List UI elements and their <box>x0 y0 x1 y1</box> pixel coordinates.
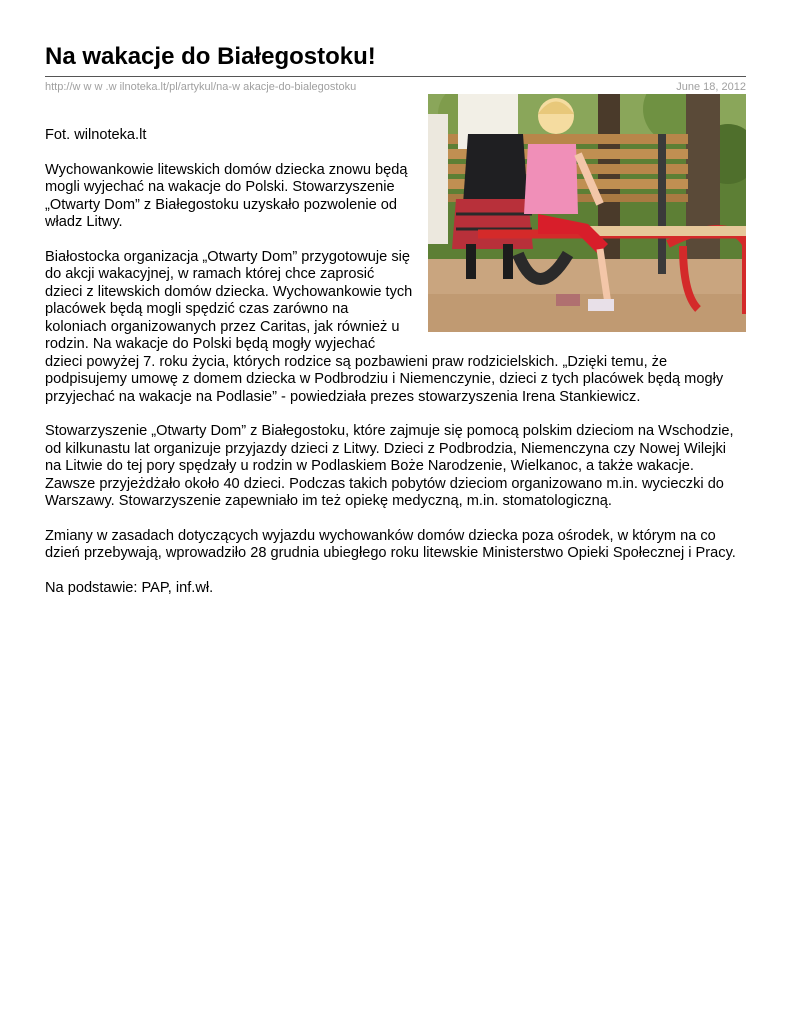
source-url-link[interactable]: http://w w w .w ilnoteka.lt/pl/artykul/na-w akacje-do-bialegostoku <box>45 81 357 93</box>
paragraph-3: Stowarzyszenie „Otwarty Dom” z Białegostoku, które zajmuje się pomocą polskim dzieciom na Wschodzie, od kilkunastu lat organizuje przyjazdy dzieci z Litwy. Dzieci z Podbrodzia, Niemenczyna czy Nowej Wilejki na Litwie do tej pory spędzały u rodzin w Podlaskiem Boże Narodzenie, Wielkanoc, a także wakacje. Zawsze przyjeżdżało około 40 dzieci. Podczas takich pobytów dzieciom organizowano m.in. wycieczki do Warszawy. Stowarzyszenie zapewniało im też opiekę medyczną, m.in. stomatologiczną. <box>45 423 734 509</box>
header-divider <box>45 76 746 77</box>
paragraph-5: Na podstawie: PAP, inf.wł. <box>45 579 214 596</box>
paragraph-1: Wychowankowie litewskich domów dziecka znowu będą mogli wyjechać na wakacje do Polski. Stowarzyszenie „Otwarty Dom” z Białegostoku uzyskało pozwolenie od władz Litwy. <box>45 161 408 230</box>
paragraph-4: Zmiany w zasadach dotyczących wyjazdu wychowanków domów dziecka poza ośrodek, w którym na co dzień przebywają, wprowadziło 28 grudnia ubiegłego roku litewskie Ministerstwo Opieki Społecznej i Pracy. <box>45 527 736 561</box>
page-title: Na wakacje do Białegostoku! <box>45 43 376 70</box>
photo-credit: Fot. wilnoteka.lt <box>45 127 147 143</box>
paragraph-2: Białostocka organizacja „Otwarty Dom” przygotowuje się do akcji wakacyjnej, w ramach której chce zaprosić dzieci z litewskich domów dziecka. Wychowankowie tych placówek będą mogli spędzić czas zarówno na koloniach organizowanych przez Caritas, jak również u rodzin. Na wakacje do Polski będą mogły wyjechać dzieci powyżej 7. roku życia, których rodzice są pozbawieni praw rodzicielskich. „Dzięki temu, że podpisujemy umowę z domem dziecka w Podbrodziu i Niemenczynie, dzieci z tych placówek będą mogły przyjechać na wakacje na Podlasie” - powiedziała prezes stowarzyszenia Irena Stankiewicz. <box>45 248 724 405</box>
article-photo <box>428 94 746 332</box>
article-body <box>45 127 746 614</box>
publication-date: June 18, 2012 <box>676 81 746 93</box>
